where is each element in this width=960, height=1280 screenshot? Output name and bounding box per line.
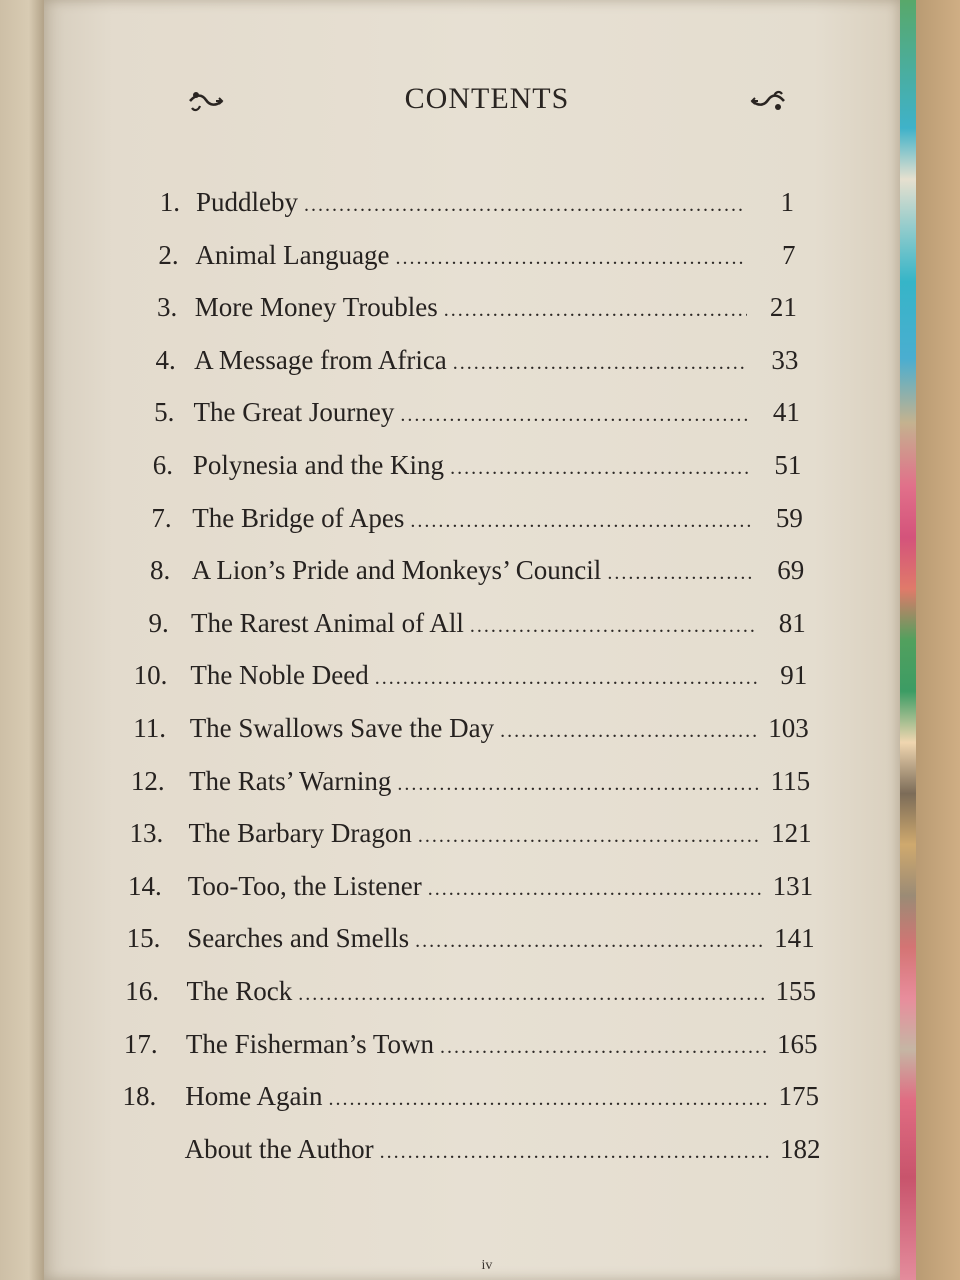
toc-row [44,235,900,275]
chapter-title: Too-Too, the Listener [187,870,422,901]
chapter-title: The Rats’ Warning [189,765,392,796]
dot-leader [440,1027,767,1067]
toc-entry [185,1129,821,1172]
chapter-title: Home Again [185,1081,323,1112]
toc-row [44,498,900,538]
chapter-number: 16. [125,976,159,1006]
toc-entry [190,708,809,751]
dot-leader [428,869,763,909]
chapter-title: The Noble Deed [190,660,369,691]
toc-entry [191,603,806,646]
chapter-page: 21 [769,292,797,323]
dot-leader [470,606,756,646]
chapter-page: 51 [774,450,802,480]
page-gutter [0,0,48,1280]
dot-leader [418,816,761,856]
fleuron-icon [748,86,788,116]
toc-row [44,392,900,432]
chapter-number: 18. [122,1081,157,1112]
chapter-page: 69 [777,555,805,586]
dot-leader [375,658,757,698]
chapter-number: 10. [133,660,168,691]
dot-leader [453,343,749,383]
chapter-page: 103 [768,713,809,743]
toc-entry [193,445,802,488]
contents-page [44,0,900,1280]
dot-leader [400,395,749,435]
chapter-title: The Great Journey [193,397,395,428]
chapter-title: Polynesia and the King [192,450,445,480]
chapter-title: Animal Language [195,239,390,270]
toc-entry [185,1076,819,1119]
chapter-number: 8. [149,555,171,586]
toc-row [44,918,900,958]
toc-entry [187,918,814,961]
dot-leader [397,764,760,804]
toc-entry [192,550,805,593]
toc-row [44,603,900,643]
chapter-page: 175 [778,1081,819,1112]
toc-entry [194,340,798,383]
page-title: CONTENTS [404,82,570,115]
title-row [44,82,900,122]
chapter-number: 12. [130,765,165,796]
dot-leader [380,1132,770,1172]
toc-row [44,655,900,695]
dot-leader [444,290,747,330]
chapter-number: 2. [158,239,179,270]
chapter-title: The Swallows Save the Day [189,713,495,743]
chapter-title: Searches and Smells [187,923,410,954]
dot-leader [298,974,765,1014]
cover-edge [900,0,916,1280]
chapter-number: 1. [159,187,180,217]
chapter-number: 13. [129,818,164,849]
toc-row [44,708,900,748]
chapter-number: 17. [123,1028,158,1059]
chapter-page: 121 [771,818,812,849]
chapter-page: 81 [778,607,806,638]
dot-leader [450,448,751,488]
toc-row [44,866,900,906]
toc-entry [196,182,794,225]
chapter-title: A Lion’s Pride and Monkeys’ Council [191,555,602,586]
chapter-number: 3. [156,292,178,323]
dot-leader [500,711,758,751]
dot-leader [607,553,754,593]
chapter-page: 115 [770,765,811,796]
chapter-number: 6. [152,450,173,480]
toc-entry [189,761,810,804]
chapter-number: 5. [154,397,175,428]
toc-row [44,182,900,222]
chapter-page: 33 [771,344,799,375]
chapter-title: Puddleby [196,187,299,217]
toc-entry [188,866,813,909]
chapter-page: 41 [772,397,800,428]
toc-entry [192,498,803,541]
chapter-title: The Rock [186,976,293,1006]
chapter-title: More Money Troubles [194,292,438,323]
dot-leader [396,238,746,278]
chapter-number: 9. [148,607,169,638]
chapter-page: 7 [781,239,796,270]
toc-row [44,287,900,327]
chapter-page: 1 [780,187,794,217]
toc-entry [195,235,795,278]
toc-entry [188,813,811,856]
chapter-title: The Bridge of Apes [192,502,405,533]
toc-entry [195,287,797,330]
chapter-number: 15. [126,923,161,954]
chapter-page: 131 [772,870,814,901]
chapter-title: The Barbary Dragon [188,818,412,849]
toc-row [44,1024,900,1064]
chapter-number: 4. [155,344,176,375]
dot-leader [415,921,764,961]
toc-row [44,813,900,853]
toc-entry [190,655,807,698]
dot-leader [410,501,752,541]
toc-row [44,1129,900,1169]
chapter-page: 182 [779,1133,821,1164]
chapter-number: 7. [151,502,172,533]
chapter-title: A Message from Africa [194,344,447,375]
toc-row [44,445,900,485]
dot-leader [304,185,744,225]
chapter-title: The Rarest Animal of All [190,607,464,638]
toc-row [44,550,900,590]
toc-entry [193,392,799,435]
toc-row [44,971,900,1011]
chapter-number: 14. [128,870,162,901]
chapter-page: 165 [777,1028,818,1059]
chapter-page: 91 [780,660,808,691]
toc-row [44,340,900,380]
chapter-page: 141 [774,923,815,954]
toc-entry [187,971,817,1014]
toc-row [44,761,900,801]
toc-row [44,1076,900,1116]
chapter-page: 59 [775,502,803,533]
chapter-page: 155 [775,976,817,1006]
page-number: iv [481,1258,493,1273]
toc-entry [186,1024,818,1067]
chapter-title: The Fisherman’s Town [185,1028,434,1059]
chapter-title: About the Author [184,1133,374,1164]
dot-leader [329,1079,769,1119]
chapter-number: 11. [133,713,166,743]
